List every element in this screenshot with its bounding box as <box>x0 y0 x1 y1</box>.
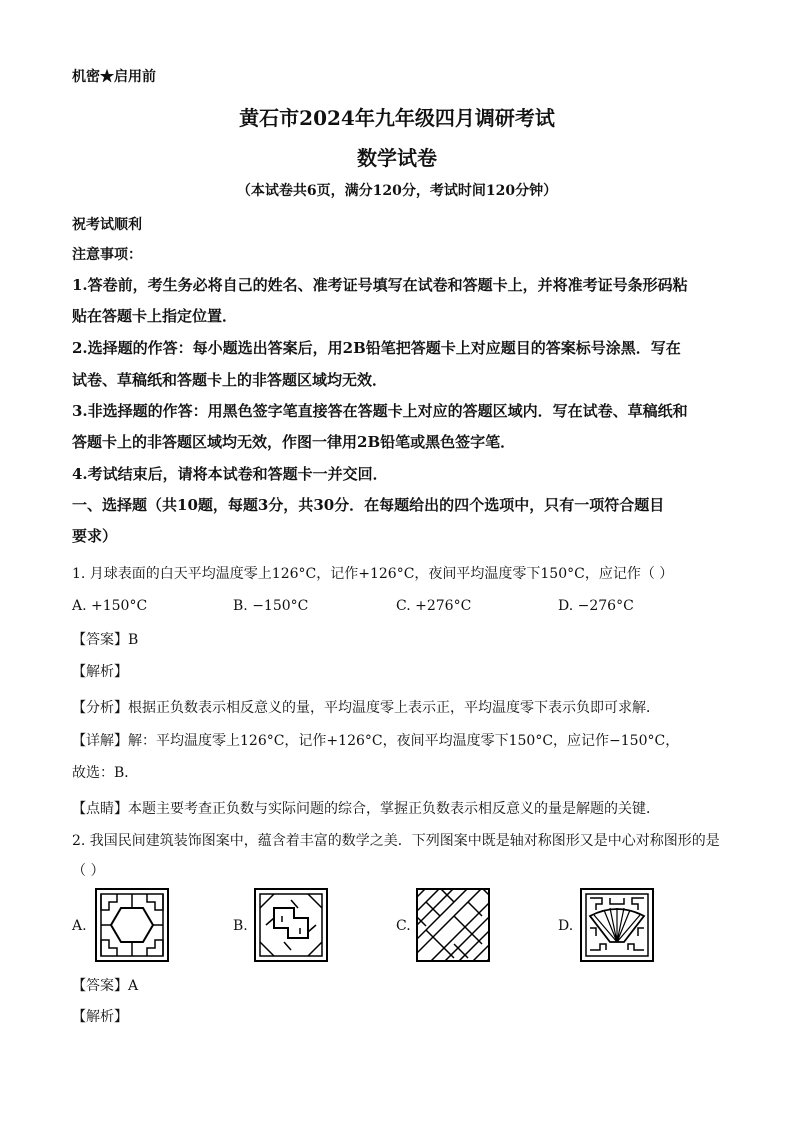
knot-lattice-pattern-icon <box>254 888 328 962</box>
question-1-stem: 1. 月球表面的白天平均温度零上126°C，记作+126°C，夜间平均温度零下150°C，应记作（ ） <box>72 566 674 582</box>
q2-option-b-label: B. <box>233 918 248 934</box>
q2-option-d-label: D. <box>558 918 574 934</box>
q1-dianjing: 【点睛】本题主要考查正负数与实际问题的综合，掌握正负数表示相反意义的量是解题的关键． <box>72 801 660 817</box>
q2-answer: 【答案】A <box>72 978 139 994</box>
hexagon-lattice-pattern-icon <box>95 888 169 962</box>
notice-line: 试卷、草稿纸和答题卡上的非答题区域均无效． <box>72 371 388 389</box>
notice-line: 4.考试结束后，请将本试卷和答题卡一并交回． <box>72 465 388 483</box>
q1-option-c: C. +276°C <box>396 598 472 614</box>
q1-option-a: A. +150°C <box>72 598 148 614</box>
q1-answer: 【答案】B <box>72 632 139 648</box>
fan-lattice-pattern-icon <box>580 888 654 962</box>
woven-lattice-pattern-icon <box>416 888 490 962</box>
q1-option-d: D. −276°C <box>558 598 634 614</box>
exam-subtitle: 数学试卷 <box>357 146 437 170</box>
question-2-stem-cont: （ ） <box>72 863 105 879</box>
q2-option-c-label: C. <box>396 918 411 934</box>
q1-fenxi: 【分析】根据正负数表示相反意义的量，平均温度零上表示正，平均温度零下表示负即可求解． <box>72 700 660 716</box>
section-heading-cont: 要求） <box>72 527 118 545</box>
notice-line: 3.非选择题的作答：用黑色签字笔直接答在答题卡上对应的答题区域内．写在试卷、草稿纸和 <box>72 402 688 420</box>
notice-title: 注意事项： <box>72 247 142 263</box>
question-2-stem: 2. 我国民间建筑装饰图案中，蕴含着丰富的数学之美．下列图案中既是轴对称图形又是中心对称图形的是 <box>72 833 720 849</box>
q1-analysis-label: 【解析】 <box>72 664 128 680</box>
confidential-label: 机密★启用前 <box>72 69 156 85</box>
notice-line: 2.选择题的作答：每小题选出答案后，用2B铅笔把答题卡上对应题目的答案标号涂黑．写在 <box>72 339 681 357</box>
exam-title: 黄石市2024年九年级四月调研考试 <box>239 106 555 130</box>
notice-line: 答题卡上的非答题区域均无效，作图一律用2B铅笔或黑色签字笔． <box>72 433 516 451</box>
q1-option-b: B. −150°C <box>233 598 309 614</box>
section-heading: 一、选择题（共10题，每题3分，共30分．在每题给出的四个选项中，只有一项符合题目 <box>72 496 665 514</box>
notice-line: 贴在答题卡上指定位置． <box>72 307 238 325</box>
q1-xiangjie: 【详解】解：平均温度零上126°C，记作+126°C，夜间平均温度零下150°C，应记作−150°C， <box>72 733 680 749</box>
wish-text: 祝考试顺利 <box>72 217 142 233</box>
exam-note: （本试卷共6页，满分120分，考试时间120分钟） <box>236 183 558 199</box>
q1-guxuan: 故选：B． <box>72 765 139 781</box>
q2-analysis-label: 【解析】 <box>72 1009 128 1025</box>
q2-option-a-label: A. <box>72 918 87 934</box>
notice-line: 1.答卷前，考生务必将自己的姓名、准考证号填写在试卷和答题卡上，并将准考证号条形码粘 <box>72 276 688 294</box>
